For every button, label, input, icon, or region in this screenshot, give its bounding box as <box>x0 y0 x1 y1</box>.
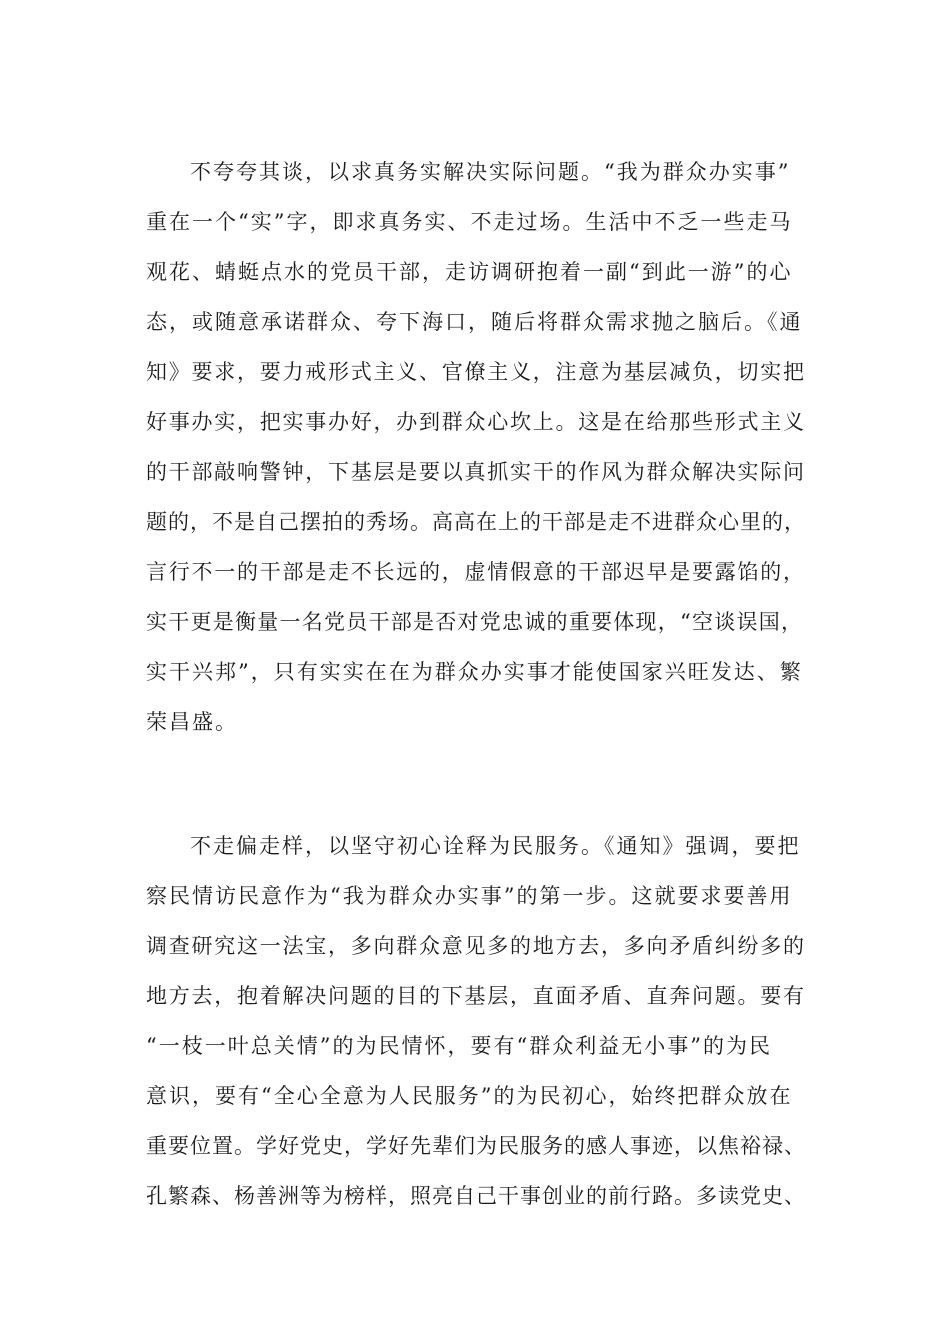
paragraph-line: 重要位置。学好党史，学好先辈们为民服务的感人事迹，以焦裕禄、 <box>146 1134 806 1158</box>
paragraph-line: 不夸夸其谈，以求真务实解决实际问题。“我为群众办实事” <box>190 160 791 184</box>
paragraph-line: 实干更是衡量一名党员干部是否对党忠诚的重要体现，“空谈误国， <box>146 610 804 634</box>
paragraph-line: 不走偏走样，以坚守初心诠释为民服务。《通知》强调，要把 <box>190 834 801 858</box>
paragraph-line: 重在一个“实”字，即求真务实、不走过场。生活中不乏一些走马 <box>146 210 793 234</box>
paragraph-line: 知》要求，要力戒形式主义、官僚主义，注意为基层减负，切实把 <box>146 360 806 384</box>
paragraph-line: “一枝一叶总关情”的为民情怀，要有“群众利益无小事”的为民 <box>146 1034 772 1058</box>
paragraph-line: 实干兴邦”，只有实实在在为群众办实事才能使国家兴旺发达、繁 <box>146 660 803 684</box>
paragraph-line: 孔繁森、杨善洲等为榜样，照亮自己干事创业的前行路。多读党史、 <box>146 1184 806 1208</box>
paragraph-line: 题的，不是自己摆拍的秀场。高高在上的干部是走不进群众心里的， <box>146 510 806 534</box>
paragraph-line: 察民情访民意作为“我为群众办实事”的第一步。这就要求要善用 <box>146 884 793 908</box>
paragraph-line: 调查研究这一法宝，多向群众意见多的地方去，多向矛盾纠纷多的 <box>146 934 806 958</box>
paragraph-line: 地方去，抱着解决问题的目的下基层，直面矛盾、直奔问题。要有 <box>146 984 806 1008</box>
paragraph-line: 好事办实，把实事办好，办到群众心坎上。这是在给那些形式主义 <box>146 410 806 434</box>
paragraph-line: 观花、蜻蜓点水的党员干部，走访调研抱着一副“到此一游”的心 <box>146 260 793 284</box>
paragraph-line: 荣昌盛。 <box>146 710 238 734</box>
paragraph-line: 态，或随意承诺群众、夸下海口，随后将群众需求抛之脑后。《通 <box>146 310 803 334</box>
paragraph-line: 言行不一的干部是走不长远的，虚情假意的干部迟早是要露馅的， <box>146 560 806 584</box>
paragraph-line: 的干部敲响警钟，下基层是要以真抓实干的作风为群众解决实际问 <box>146 460 806 484</box>
paragraph-line: 意识，要有“全心全意为人民服务”的为民初心，始终把群众放在 <box>146 1084 793 1108</box>
